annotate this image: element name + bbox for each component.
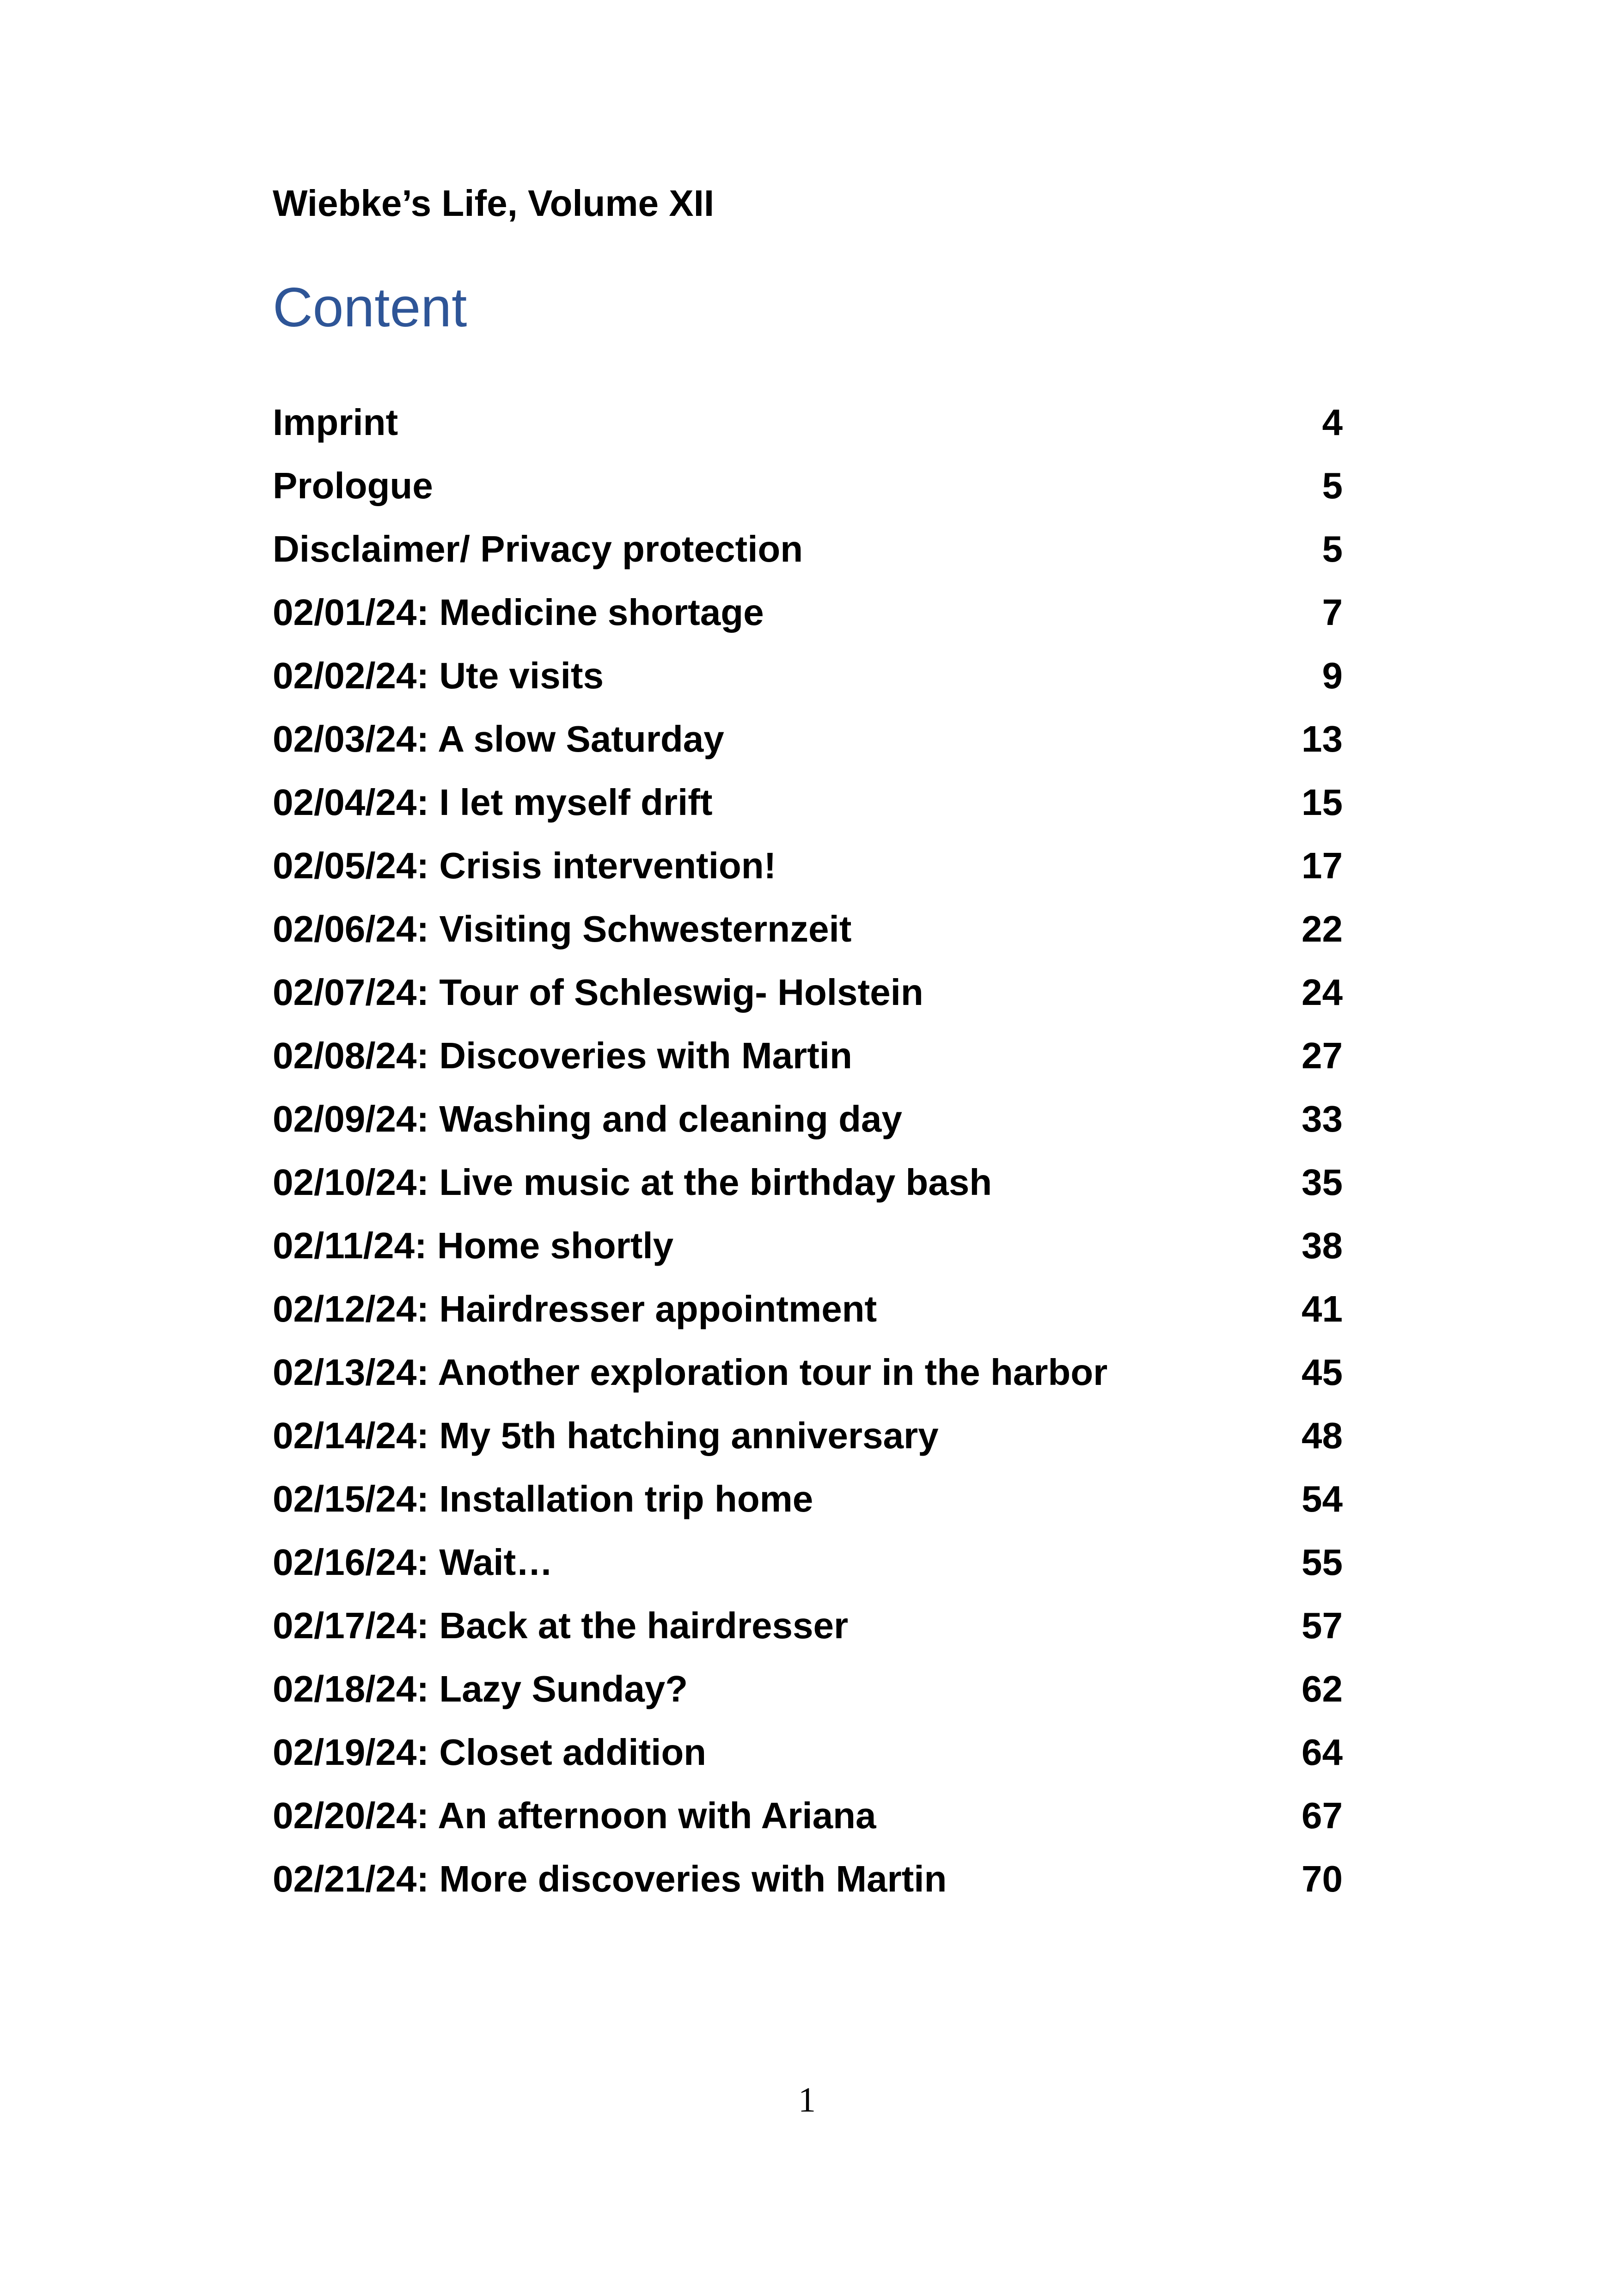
toc-entry [273,1404,1343,1467]
toc-entry [273,707,1343,771]
toc-entry-title: 02/07/24: Tour of Schleswig- Holstein [273,971,923,1013]
toc-entry-page-number: 15 [1302,781,1343,823]
table-of-contents [273,391,1343,1910]
toc-entry-title: 02/10/24: Live music at the birthday bash [273,1161,992,1203]
toc-entry-page-number: 38 [1302,1225,1343,1266]
toc-entry-title: 02/05/24: Crisis intervention! [273,845,776,886]
toc-entry-title: 02/21/24: More discoveries with Martin [273,1858,947,1899]
toc-entry-page-number: 55 [1302,1541,1343,1583]
toc-entry [273,517,1343,581]
toc-entry [273,1847,1343,1910]
toc-entry [273,834,1343,897]
toc-entry [273,1214,1343,1277]
toc-entry-page-number: 70 [1302,1858,1343,1899]
toc-entry-title: 02/13/24: Another exploration tour in the harbor [273,1351,1108,1393]
toc-entry-page-number: 22 [1302,908,1343,949]
toc-entry-page-number: 67 [1302,1794,1343,1836]
toc-entry-page-number: 57 [1302,1604,1343,1646]
toc-entry-title: 02/04/24: I let myself drift [273,781,713,823]
toc-entry-page-number: 5 [1322,465,1343,506]
toc-entry-page-number: 9 [1322,655,1343,696]
toc-entry-title: 02/03/24: A slow Saturday [273,718,724,759]
toc-entry [273,1720,1343,1784]
book-title: Wiebke’s Life, Volume XII [273,183,715,224]
toc-entry [273,1657,1343,1720]
toc-entry [273,1151,1343,1214]
toc-entry [273,644,1343,707]
toc-entry-title: 02/19/24: Closet addition [273,1731,707,1773]
toc-entry [273,771,1343,834]
toc-entry-title: 02/15/24: Installation trip home [273,1478,813,1519]
toc-entry [273,1467,1343,1531]
toc-entry [273,1531,1343,1594]
toc-entry [273,1594,1343,1657]
toc-entry [273,581,1343,644]
toc-entry-page-number: 17 [1302,845,1343,886]
toc-entry-title: 02/06/24: Visiting Schwesternzeit [273,908,852,949]
toc-entry-page-number: 62 [1302,1668,1343,1709]
toc-entry-title: 02/08/24: Discoveries with Martin [273,1035,852,1076]
toc-entry-title: 02/16/24: Wait… [273,1541,553,1583]
toc-entry-page-number: 33 [1302,1098,1343,1139]
toc-entry-title: 02/11/24: Home shortly [273,1225,674,1266]
toc-entry-title: 02/02/24: Ute visits [273,655,604,696]
toc-entry [273,391,1343,454]
toc-entry-page-number: 27 [1302,1035,1343,1076]
toc-entry [273,454,1343,517]
toc-entry-title: 02/18/24: Lazy Sunday? [273,1668,688,1709]
toc-entry [273,897,1343,961]
toc-entry [273,961,1343,1024]
toc-heading: Content [273,276,467,338]
toc-entry-page-number: 64 [1302,1731,1343,1773]
toc-entry-page-number: 48 [1302,1414,1343,1456]
toc-entry-title: 02/01/24: Medicine shortage [273,591,764,633]
toc-entry-title: 02/12/24: Hairdresser appointment [273,1288,877,1329]
toc-entry-page-number: 35 [1302,1161,1343,1203]
toc-entry-title: Imprint [273,401,398,443]
toc-entry-page-number: 7 [1322,591,1343,633]
toc-entry [273,1341,1343,1404]
toc-entry-page-number: 24 [1302,971,1343,1013]
toc-entry-page-number: 13 [1302,718,1343,759]
toc-entry-page-number: 4 [1322,401,1343,443]
toc-entry [273,1024,1343,1087]
toc-entry-page-number: 41 [1302,1288,1343,1329]
toc-entry [273,1087,1343,1151]
toc-entry-title: 02/20/24: An afternoon with Ariana [273,1794,876,1836]
toc-entry [273,1784,1343,1847]
toc-entry-title: 02/14/24: My 5th hatching anniversary [273,1414,939,1456]
toc-entry-title: Disclaimer/ Privacy protection [273,528,803,569]
toc-entry [273,1277,1343,1341]
toc-entry-page-number: 45 [1302,1351,1343,1393]
toc-entry-title: 02/17/24: Back at the hairdresser [273,1604,849,1646]
toc-entry-title: Prologue [273,465,433,506]
page-number: 1 [798,2081,816,2119]
toc-entry-page-number: 54 [1302,1478,1343,1519]
toc-entry-title: 02/09/24: Washing and cleaning day [273,1098,902,1139]
toc-entry-page-number: 5 [1322,528,1343,569]
